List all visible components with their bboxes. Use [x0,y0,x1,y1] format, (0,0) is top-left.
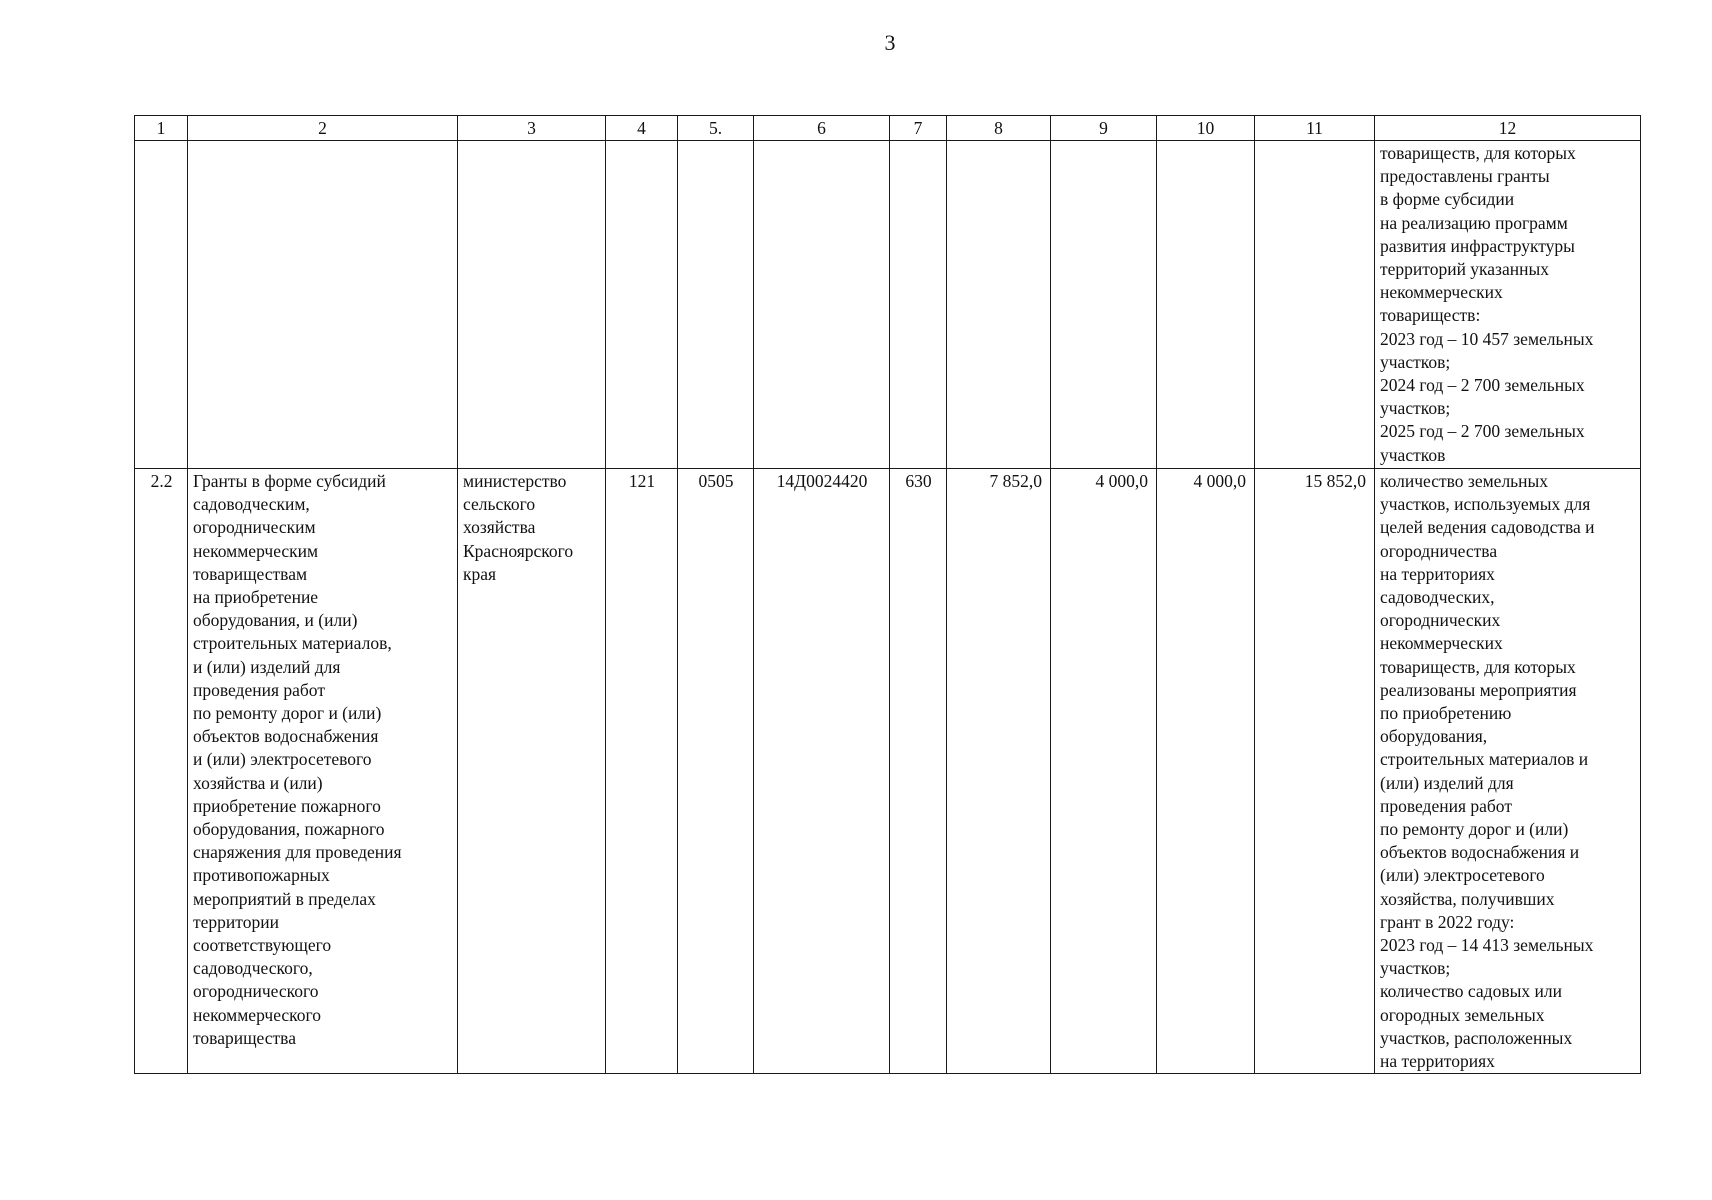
expected-result-line: реализованы мероприятия [1380,679,1577,700]
program-table [134,115,1641,1074]
code-grbs: 121 [606,469,678,1074]
expected-result-line: целей ведения садоводства и [1380,517,1595,538]
cont-cell-5 [678,141,754,469]
measure-name-line: Гранты в форме субсидий [193,471,386,491]
expected-result-line: участков; [1380,958,1451,979]
expected-result-line: (или) изделий для [1380,772,1514,793]
measure-name-line: территории [193,911,279,932]
cont-cell-8 [947,141,1051,469]
measure-name-line: некоммерческим [193,540,319,561]
row-number: 2.2 [135,469,188,1074]
measure-name-line: соответствующего [193,935,332,956]
expected-result-line: некоммерческих [1380,633,1503,654]
measure-name-line: товарищества [193,1027,296,1048]
expected-result-line: участков, расположенных [1380,1027,1573,1048]
cont-result-line: некоммерческих [1380,282,1503,303]
header-col-5: 5. [678,116,754,141]
amount-col-8: 7 852,0 [947,469,1051,1074]
expected-result-line: на территориях [1380,1051,1495,1072]
cont-result-line: развития инфраструктуры [1380,235,1575,256]
measure-name-line: приобретение пожарного [193,795,381,816]
measure-name-line: некоммерческого [193,1004,322,1025]
measure-name-line: противопожарных [193,865,330,886]
header-col-10: 10 [1157,116,1255,141]
expected-result-line: садоводческих, [1380,587,1495,608]
measure-name-line: по ремонту дорог и (или) [193,703,382,724]
expected-result-line: участков, используемых для [1380,494,1591,515]
page-number: 3 [884,30,896,55]
cont-cell-2 [188,141,458,469]
header-col-7: 7 [890,116,947,141]
cont-cell-4 [606,141,678,469]
header-col-3: 3 [458,116,606,141]
expected-result-line: по ремонту дорог и (или) [1380,819,1569,840]
measure-name-line: строительных материалов, [193,633,392,654]
cont-result-line: товариществ: [1380,305,1481,326]
executor-line: сельского [463,494,536,515]
measure-name-line: объектов водоснабжения [193,726,379,747]
measure-name-line: огороднического [193,981,319,1002]
expected-result-line: по приобретению [1380,703,1512,724]
code-target: 14Д0024420 [754,469,890,1074]
amount-col-9: 4 000,0 [1051,469,1157,1074]
continuation-row [135,141,1641,469]
measure-name-line: и (или) изделий для [193,656,341,677]
header-col-8: 8 [947,116,1051,141]
expected-result-line: огородничества [1380,540,1498,561]
cont-cell-6 [754,141,890,469]
expected-result-line: (или) электросетевого [1380,865,1545,886]
measure-name-line: товариществам [193,563,308,584]
expected-result-line: количество садовых или [1380,981,1562,1002]
expected-result-cell [1375,469,1641,1074]
expected-result-line: оборудования, [1380,726,1488,747]
measure-name-line: садоводческого, [193,958,313,979]
cont-cell-11 [1255,141,1375,469]
executor-cell [458,469,606,1074]
cont-cell-3 [458,141,606,469]
measure-name-line: садоводческим, [193,494,310,515]
header-col-11: 11 [1255,116,1375,141]
cont-result-cell [1375,141,1641,469]
cont-cell-9 [1051,141,1157,469]
measure-name-line: огородническим [193,517,316,538]
header-col-1: 1 [135,116,188,141]
header-row [135,116,1641,141]
expected-result-line: проведения работ [1380,795,1512,816]
header-col-4: 4 [606,116,678,141]
expected-result-line: количество земельных [1380,471,1549,491]
measure-name-line: на приобретение [193,587,319,608]
measure-name-cell [188,469,458,1074]
header-col-2: 2 [188,116,458,141]
cont-cell-7 [890,141,947,469]
cont-result-line: участков; [1380,398,1451,419]
executor-line: Красноярского [463,540,574,561]
header-col-6: 6 [754,116,890,141]
cont-result-line: на реализацию программ [1380,212,1568,233]
cont-result-line: территорий указанных [1380,259,1549,280]
header-col-12: 12 [1375,116,1641,141]
cont-result-line: в форме субсидии [1380,189,1515,210]
executor-line: министерство [463,471,567,491]
measure-name-line: оборудования, и (или) [193,610,358,631]
cont-result-line: участков [1380,444,1446,465]
expected-result-line: огороднических [1380,610,1501,631]
amount-col-10: 4 000,0 [1157,469,1255,1074]
code-section: 0505 [678,469,754,1074]
measure-name-line: хозяйства и (или) [193,772,323,793]
amount-total: 15 852,0 [1255,469,1375,1074]
expected-result-line: грант в 2022 году: [1380,911,1515,932]
expected-result-line: на территориях [1380,563,1495,584]
cont-result-line: 2025 год – 2 700 земельных [1380,421,1585,442]
measure-name-line: мероприятий в пределах [193,888,376,909]
expected-result-line: огородных земельных [1380,1004,1545,1025]
measure-name-line: снаряжения для проведения [193,842,402,863]
measure-name-line: проведения работ [193,679,325,700]
expected-result-line: строительных материалов и [1380,749,1589,770]
cont-cell-10 [1157,141,1255,469]
code-expense-type: 630 [890,469,947,1074]
expected-result-line: 2023 год – 14 413 земельных [1380,935,1594,956]
measure-name-line: и (или) электросетевого [193,749,372,770]
cont-result-line: товариществ, для которых [1380,143,1576,163]
expected-result-line: хозяйства, получивших [1380,888,1555,909]
executor-line: края [463,563,497,584]
cont-result-line: участков; [1380,351,1451,372]
cont-result-line: 2023 год – 10 457 земельных [1380,328,1594,349]
measure-name-line: оборудования, пожарного [193,819,385,840]
expected-result-line: товариществ, для которых [1380,656,1576,677]
executor-line: хозяйства [463,517,536,538]
header-col-9: 9 [1051,116,1157,141]
cont-cell-1 [135,141,188,469]
row-2-2 [135,469,1641,1074]
expected-result-line: объектов водоснабжения и [1380,842,1580,863]
cont-result-line: предоставлены гранты [1380,166,1550,187]
cont-result-line: 2024 год – 2 700 земельных [1380,375,1585,396]
